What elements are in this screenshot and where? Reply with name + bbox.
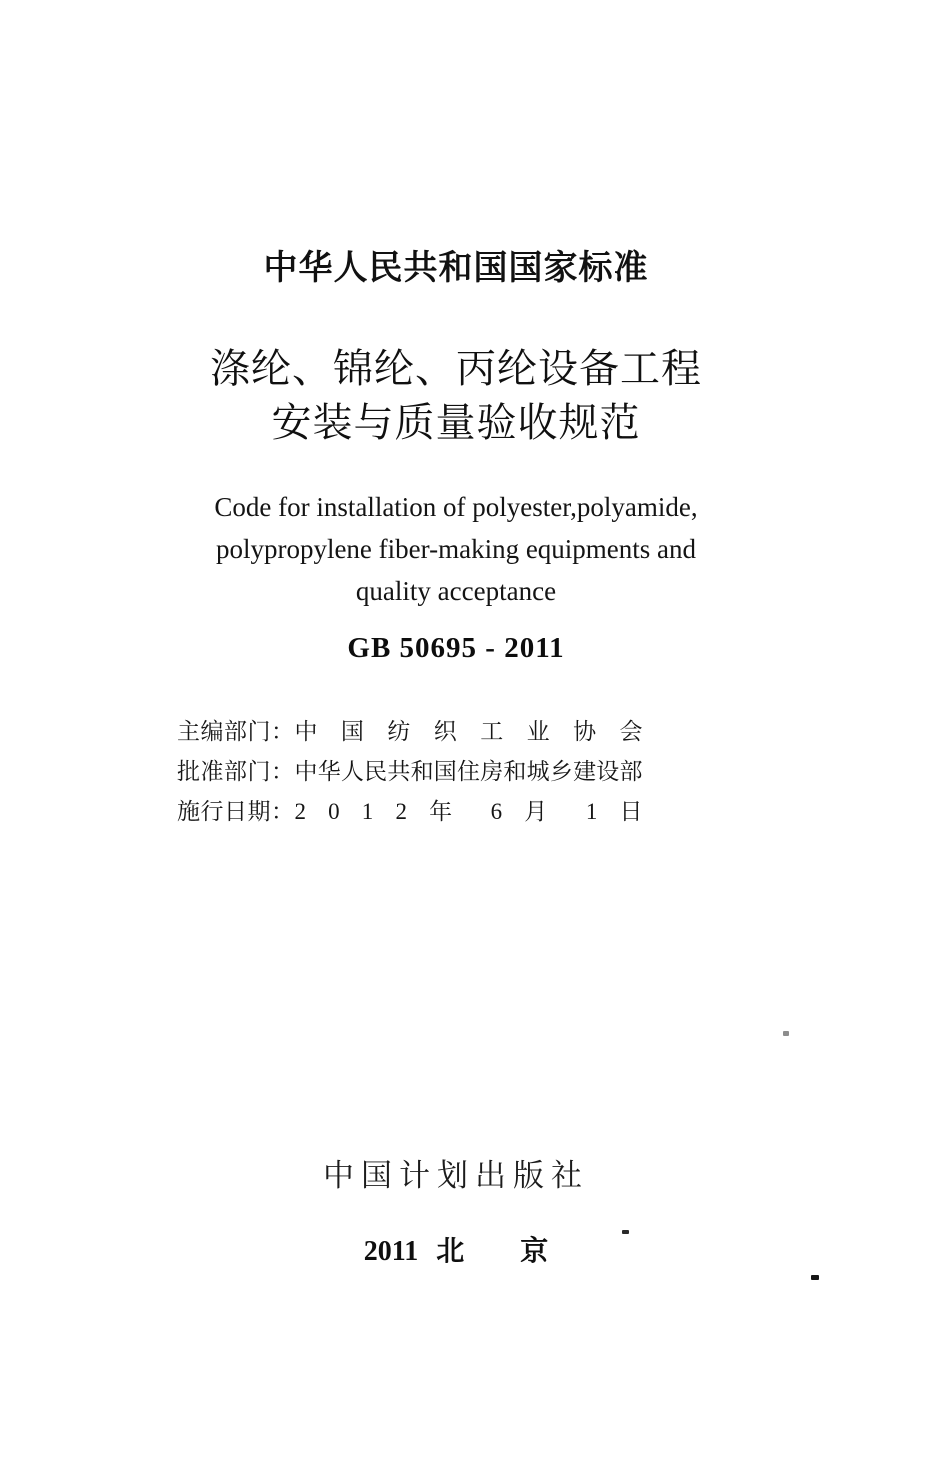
edition-year: 2011 (363, 1236, 419, 1267)
edition-city: 北 京 (436, 1236, 549, 1267)
main-title (0, 342, 912, 450)
standard-number: GB 50695 - 2011 (347, 632, 565, 664)
standard-type-heading: 中华人民共和国国家标准 (263, 249, 649, 287)
approval-department-label: 批准部门： (177, 759, 295, 784)
publisher-name: 中国计划出版社 (323, 1158, 589, 1193)
scan-speck (622, 1230, 629, 1234)
scan-speck (783, 1031, 789, 1036)
english-title-line-1: Code for installation of polyester,polyamide, (214, 492, 698, 522)
effective-date-label: 施行日期： (177, 799, 295, 824)
chief-editor-department-row (177, 712, 643, 752)
publication-details (177, 712, 643, 832)
chief-editor-department-value: 中 国 纺 织 工 业 协 会 (294, 719, 643, 744)
english-title (0, 486, 912, 612)
scan-speck (811, 1275, 819, 1280)
effective-date-row (177, 792, 643, 832)
english-title-line-3: quality acceptance (355, 576, 557, 606)
main-title-line-1: 涤纶、锦纶、丙纶设备工程 (210, 346, 702, 391)
english-title-line-2: polypropylene fiber-making equipments and (215, 534, 697, 564)
approval-department-value: 中华人民共和国住房和城乡建设部 (294, 759, 643, 784)
edition-line (0, 1229, 912, 1269)
main-title-line-2: 安装与质量验收规范 (271, 400, 641, 445)
effective-date-value: 2 0 1 2 年 6 月 1 日 (294, 799, 643, 824)
chief-editor-department-label: 主编部门： (177, 719, 295, 744)
approval-department-row (177, 752, 643, 792)
